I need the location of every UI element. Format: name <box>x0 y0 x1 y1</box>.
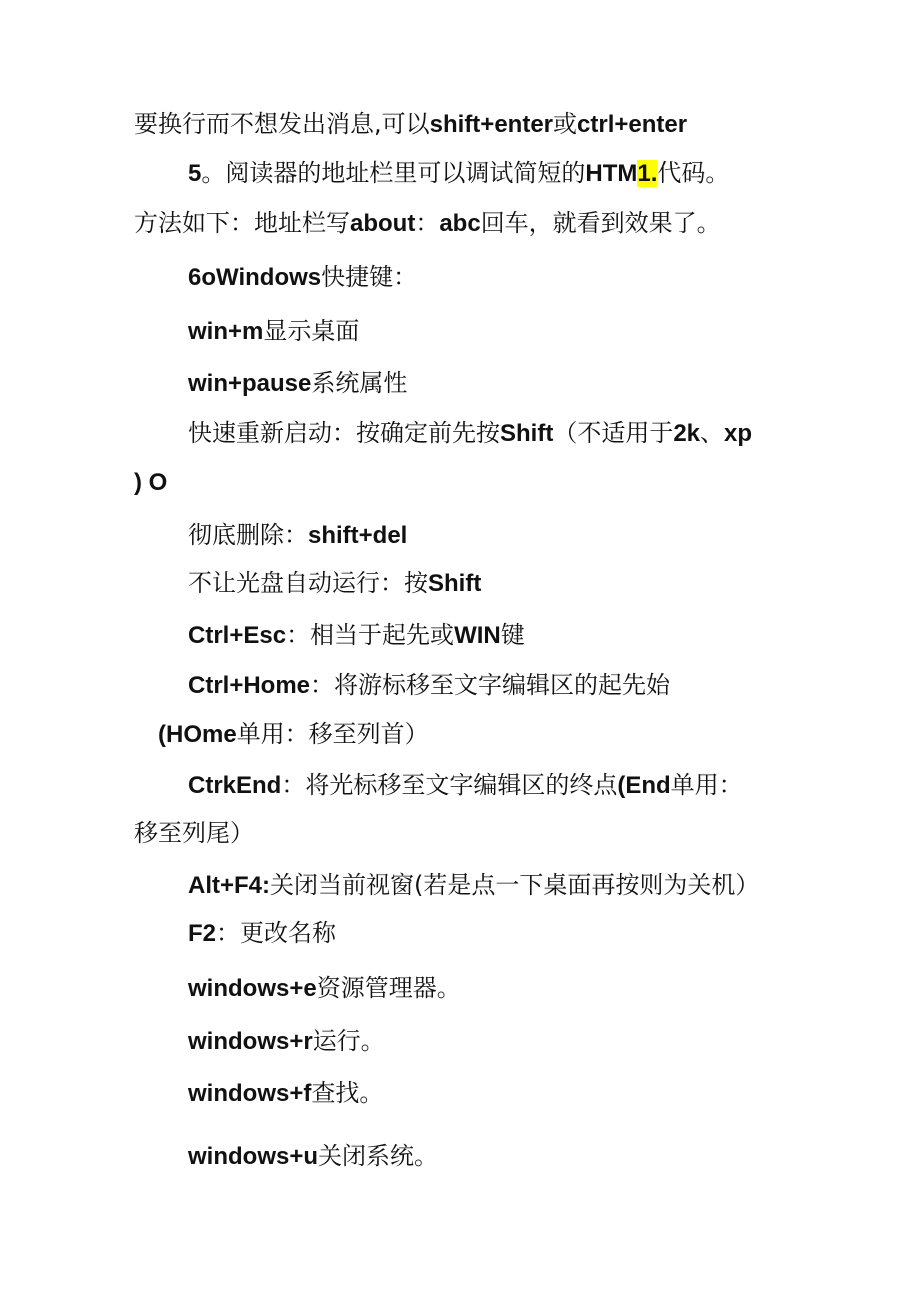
text-run: 单用： <box>670 771 743 799</box>
text-line-8 <box>134 467 167 497</box>
bold-text-run: HTM <box>585 160 638 187</box>
bold-text-run: abc <box>439 210 481 237</box>
text-line-20 <box>188 1078 383 1108</box>
text-line-14 <box>188 770 743 800</box>
bold-text-run: WIN <box>454 622 501 649</box>
text-line-7 <box>188 418 752 448</box>
bold-text-run: Shift <box>500 420 554 447</box>
bold-text-run: shift+enter <box>429 111 554 138</box>
bold-text-run: (End <box>617 772 671 799</box>
text-run: 显示桌面 <box>263 317 360 345</box>
text-run: 不让光盘自动运行：按 <box>188 569 428 597</box>
bold-text-run: 5 <box>188 160 202 187</box>
bold-text-run: Alt+F4: <box>188 872 271 899</box>
bold-text-run: F2 <box>188 920 217 947</box>
text-line-12 <box>188 670 670 700</box>
text-run: ：更改名称 <box>216 919 337 947</box>
bold-text-run: windows+u <box>188 1143 319 1170</box>
text-run: ： <box>415 209 440 237</box>
text-line-21 <box>188 1141 438 1171</box>
bold-text-run: xp <box>724 420 753 447</box>
bold-text-run: windows+r <box>188 1028 313 1055</box>
text-run: 、 <box>700 419 725 447</box>
text-line-1 <box>134 109 687 139</box>
highlighted-text: 1. <box>637 160 658 187</box>
text-run: （不适用于 <box>553 419 674 447</box>
text-run: 方法如下：地址栏写 <box>134 209 350 237</box>
text-run: 系统属性 <box>311 369 408 397</box>
bold-text-run: win+m <box>188 318 264 345</box>
text-run: 回车，就看到效果了。 <box>480 209 721 237</box>
bold-text-run: ) O <box>134 469 168 496</box>
text-line-16 <box>188 870 759 900</box>
text-line-15 <box>134 818 254 848</box>
bold-text-run: 2k <box>673 420 701 447</box>
bold-text-run: windows+f <box>188 1080 312 1107</box>
text-line-17 <box>188 918 336 948</box>
text-line-3 <box>134 208 721 238</box>
text-run: 关闭当前视窗(若是点一下桌面再按则为关机） <box>270 871 760 899</box>
text-line-18 <box>188 973 461 1003</box>
bold-text-run: windows+e <box>188 975 317 1002</box>
text-line-6 <box>188 368 407 398</box>
text-line-4 <box>188 262 417 292</box>
bold-text-run: CtrkEnd <box>188 772 282 799</box>
text-line-19 <box>188 1026 385 1056</box>
text-run: 要换行而不想发出消息,可以 <box>134 110 430 138</box>
text-run: 或 <box>553 110 578 138</box>
bold-text-run: Shift <box>428 570 482 597</box>
text-run: ：相当于起先或 <box>286 621 455 649</box>
text-run: 快捷键： <box>321 263 418 291</box>
text-line-10 <box>188 568 481 598</box>
bold-text-run: 6o <box>188 264 217 291</box>
text-run: 关闭系统。 <box>318 1142 439 1170</box>
text-run: 查找。 <box>311 1079 384 1107</box>
text-run: ：将游标移至文字编辑区的起先始 <box>310 671 671 699</box>
text-run: 移至列尾） <box>134 819 254 847</box>
bold-text-run: Windows <box>216 264 322 291</box>
text-line-2 <box>188 158 729 188</box>
text-run: 运行。 <box>312 1027 385 1055</box>
bold-text-run: about <box>350 210 416 237</box>
bold-text-run: (HOme <box>158 721 237 748</box>
text-run: 彻底删除： <box>188 521 308 549</box>
bold-text-run: Ctrl+Esc <box>188 622 287 649</box>
text-line-11 <box>188 620 525 650</box>
text-run: 键 <box>500 621 525 649</box>
text-run: 代码。 <box>657 159 730 187</box>
text-run: 。阅读器的地址栏里可以调试简短的 <box>201 159 586 187</box>
text-line-9 <box>188 520 407 550</box>
text-line-5 <box>188 316 359 346</box>
text-line-13 <box>158 719 429 749</box>
text-run: ：将光标移至文字编辑区的终点 <box>281 771 618 799</box>
bold-text-run: win+pause <box>188 370 312 397</box>
text-run: 单用：移至列首） <box>236 720 429 748</box>
bold-text-run: shift+del <box>308 522 408 549</box>
bold-text-run: ctrl+enter <box>577 111 688 138</box>
text-run: 资源管理器。 <box>316 974 461 1002</box>
bold-text-run: Ctrl+Home <box>188 672 311 699</box>
text-run: 快速重新启动：按确定前先按 <box>188 419 500 447</box>
